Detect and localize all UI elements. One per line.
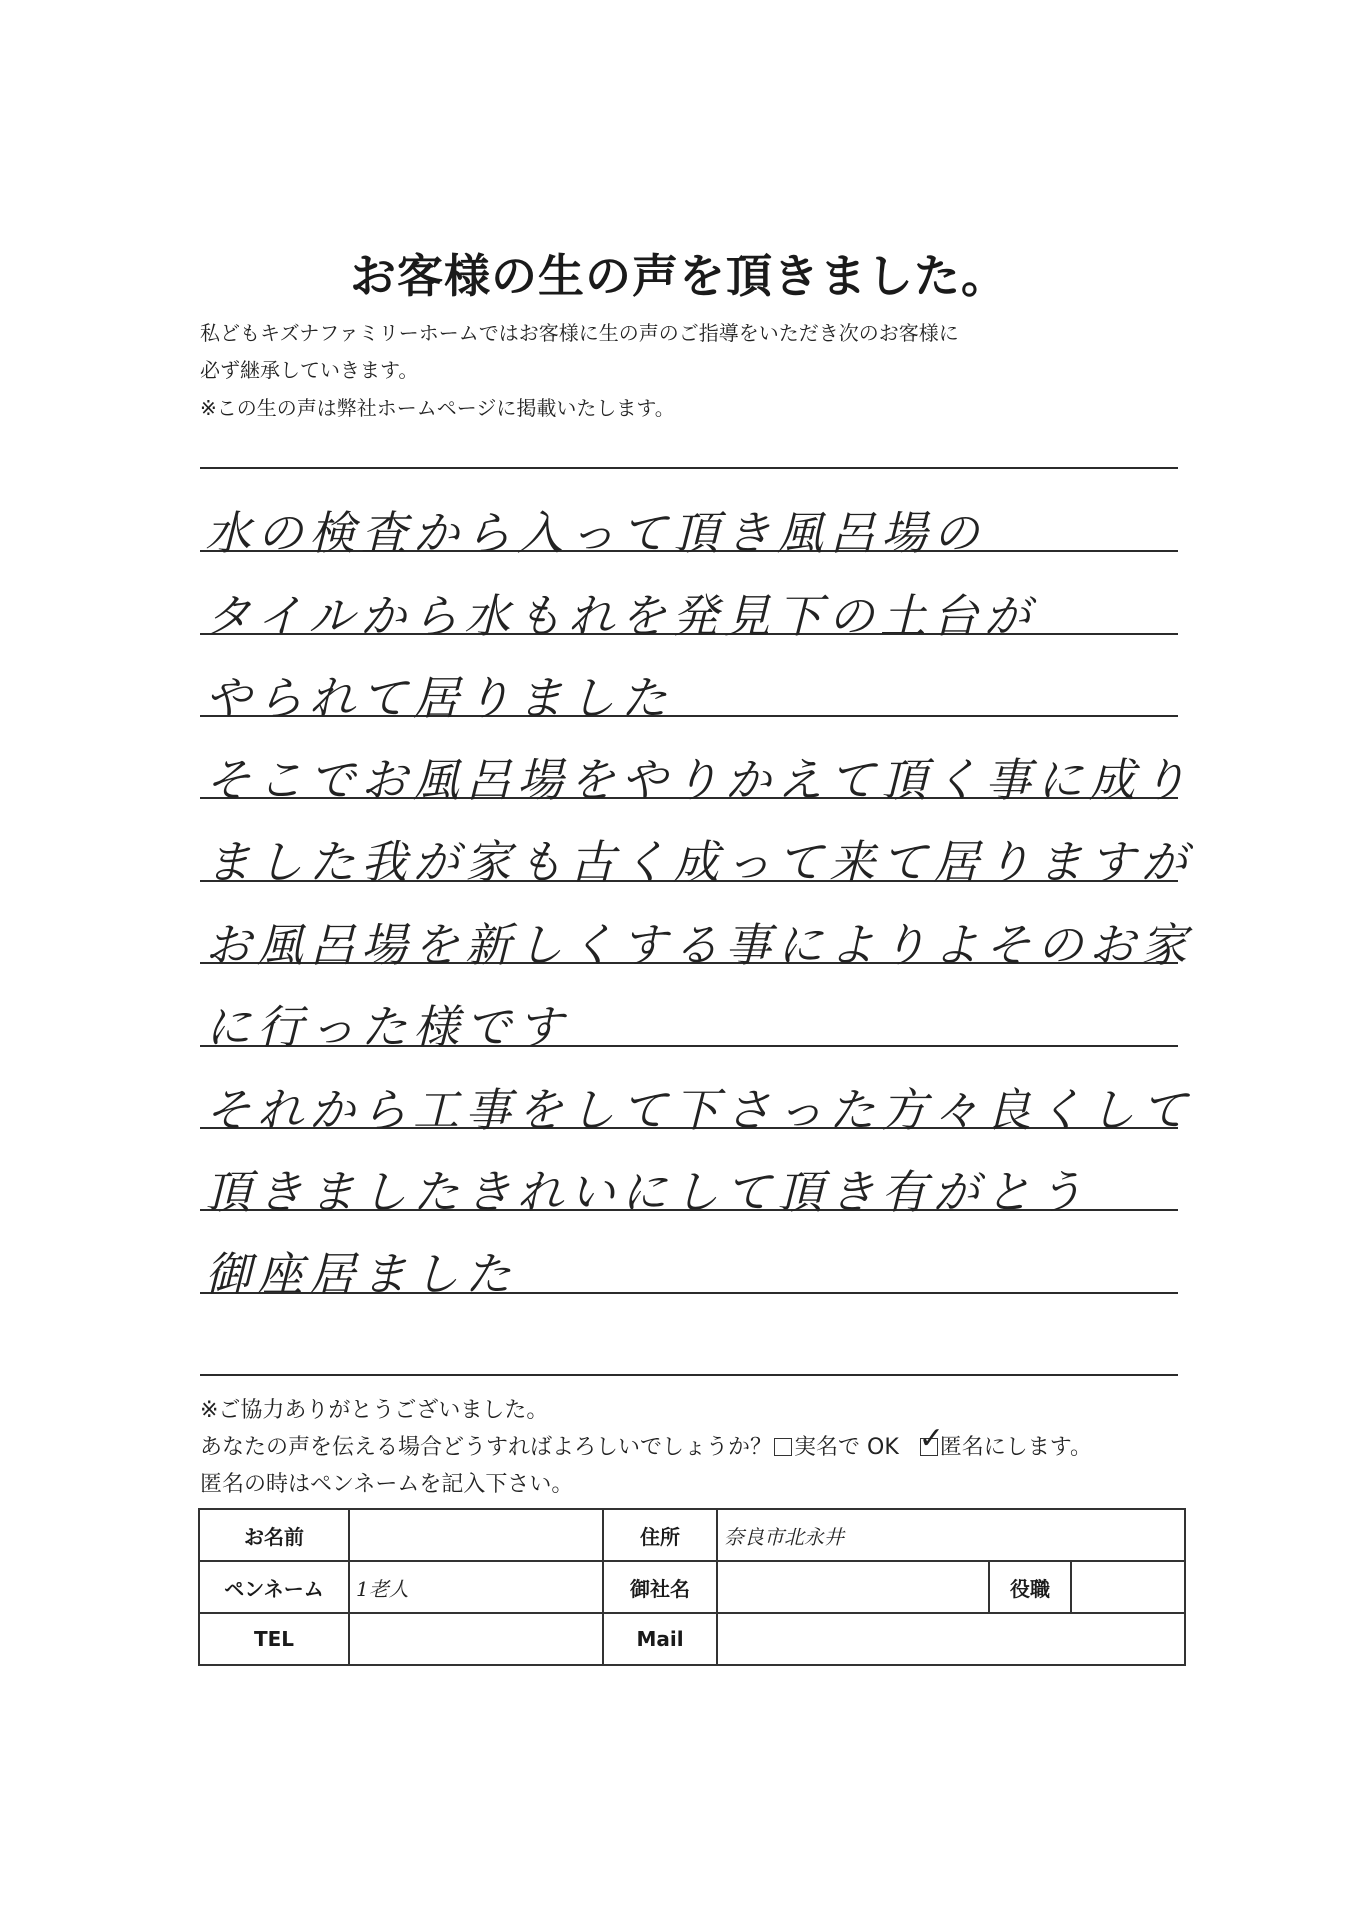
name-label: お名前 <box>199 1509 349 1561</box>
pen-name-field[interactable]: 1老人 <box>349 1561 603 1613</box>
address-field[interactable]: 奈良市北永井 <box>717 1509 1185 1561</box>
handwritten-line-10: 御座居ました <box>205 1247 517 1301</box>
position-label: 役職 <box>989 1561 1071 1613</box>
name-field[interactable] <box>349 1509 603 1561</box>
address-label: 住所 <box>603 1509 717 1561</box>
handwritten-line-3: やられて居りました <box>205 671 673 725</box>
consent-question-row <box>200 1421 1093 1461</box>
handwritten-line-5: ました我が家も古く成って来て居りますが <box>205 835 1193 889</box>
handwritten-line-4: そこでお風呂場をやりかえて頂く事に成り <box>205 753 1193 807</box>
mail-field[interactable] <box>717 1613 1185 1665</box>
check-mark-icon: ✓ <box>918 1421 944 1456</box>
page-title: お客様の生の声を頂きました。 <box>350 249 1008 303</box>
real-name-option: 実名で OK <box>794 1435 899 1460</box>
handwritten-line-9: 頂きましたきれいにして頂き有がとう <box>205 1165 1089 1219</box>
intro-line-1: 私どもキズナファミリーホームではお客様に生の声のご指導をいただき次のお客様に <box>200 321 959 345</box>
handwritten-line-8: それから工事をして下さった方々良くして <box>205 1083 1193 1137</box>
handwritten-line-2: タイルから水もれを発見下の土台が <box>205 589 1037 643</box>
company-label: 御社名 <box>603 1561 717 1613</box>
pen-name-note: 匿名の時はペンネームを記入下さい。 <box>200 1472 574 1497</box>
anonymous-checkbox[interactable] <box>918 1421 944 1456</box>
position-field[interactable] <box>1071 1561 1185 1613</box>
handwritten-line-6: お風呂場を新しくする事によりよそのお家 <box>205 918 1193 972</box>
pen-name-label: ペンネーム <box>199 1561 349 1613</box>
handwritten-line-1: 水の検査から入って頂き風呂場の <box>205 506 985 560</box>
intro-line-2: 必ず継承していきます。 <box>200 358 419 382</box>
table-row <box>199 1509 1185 1561</box>
ruled-line <box>200 1374 1178 1376</box>
company-field[interactable] <box>717 1561 989 1613</box>
tel-field[interactable] <box>349 1613 603 1665</box>
consent-question: あなたの声を伝える場合どうすればよろしいでしょうか？ <box>200 1435 773 1460</box>
handwritten-line-7: に行った様です <box>205 1000 569 1054</box>
real-name-checkbox[interactable] <box>774 1438 792 1456</box>
thanks-note: ※ご協力ありがとうございました。 <box>200 1398 549 1423</box>
table-row <box>199 1613 1185 1665</box>
customer-info-table <box>198 1508 1186 1666</box>
tel-label: TEL <box>199 1613 349 1665</box>
intro-line-3: ※この生の声は弊社ホームページに掲載いたします。 <box>200 396 675 420</box>
table-row <box>199 1561 1185 1613</box>
ruled-line <box>200 467 1178 469</box>
mail-label: Mail <box>603 1613 717 1665</box>
anonymous-option: 匿名にします。 <box>939 1435 1093 1460</box>
